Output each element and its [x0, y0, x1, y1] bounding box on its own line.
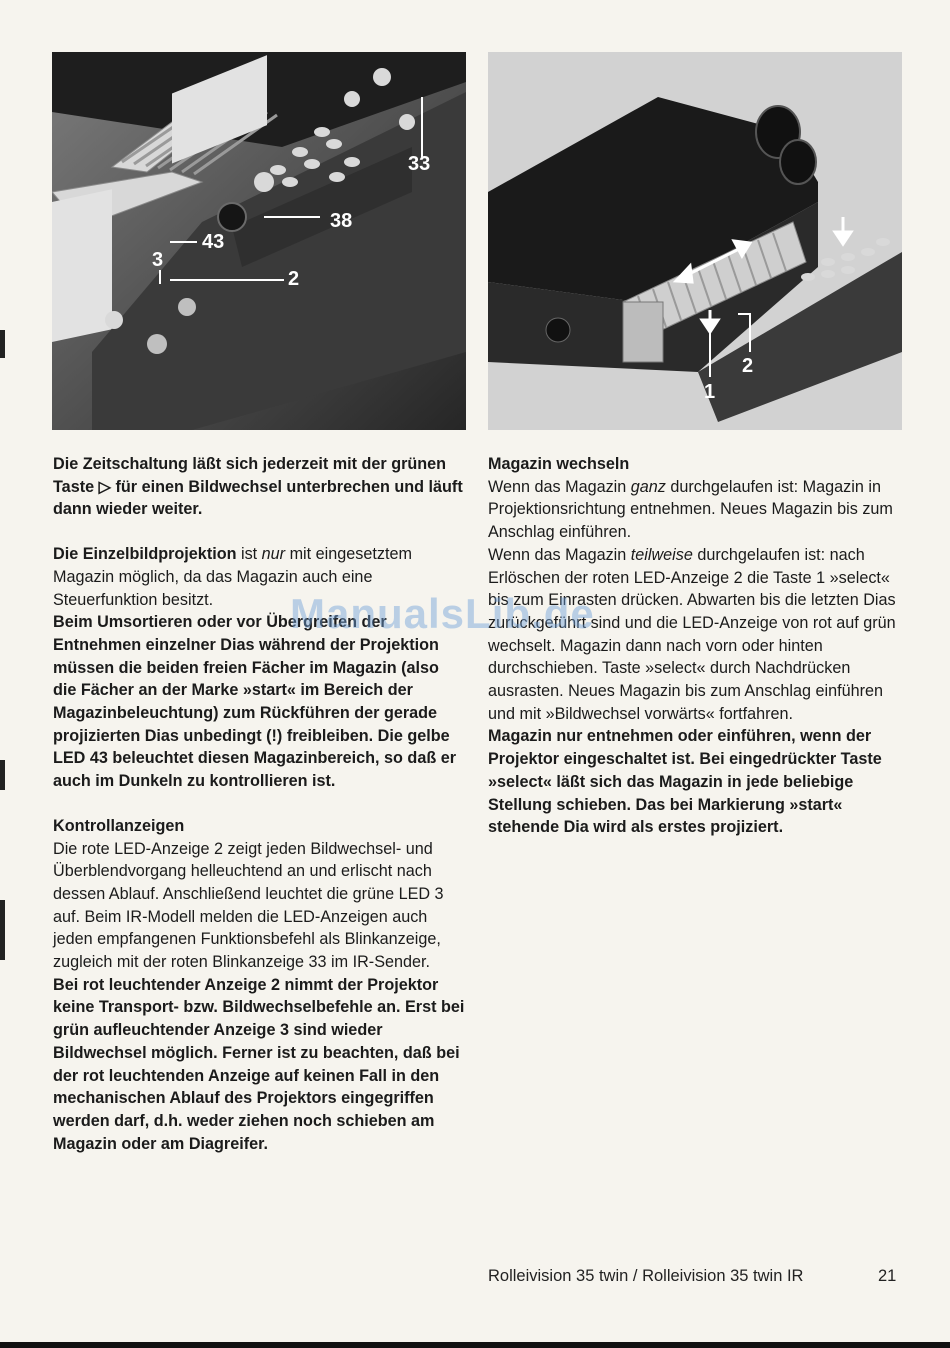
scan-edge-mark — [0, 900, 5, 960]
einzelbild-term: Die Einzelbildprojektion — [53, 545, 237, 564]
watermark: ManualsLib.de — [290, 590, 595, 637]
projector-magazine-photo — [488, 52, 902, 430]
label-1-right: 1 — [704, 381, 716, 403]
magazin-warning: Magazin nur entnehmen oder einführen, wenn der Projektor eingeschaltet ist. Bei eingedrückter Taste »select« läßt sich das Magazin in jede beliebige Stellung schieben. Das bei Markierung »start« stehende Dia wird als erstes projiziert. — [488, 727, 882, 837]
scan-edge-mark — [0, 330, 5, 358]
magazin-teilweise-rest: durchgelaufen ist: nach Erlöschen der roten LED-Anzeige 2 die Taste 1 »select« bis zum Einrasten drücken. Abwarten bis die letzten Dias zurückgeführt sind und die LED-Anzeige von rot auf grün wechselt. Magazin dann nach vorn oder hinten durchschieben. Taste »select« durch Nachdrücken ausrasten. Neues Magazin bis zum Anschlag einführen und mit »Bildwechsel vorwärts« fortfahren. — [488, 545, 896, 723]
control-panel-photo — [52, 52, 466, 430]
label-3: 3 — [152, 249, 164, 271]
label-2-right: 2 — [742, 355, 754, 377]
scan-edge-mark — [0, 760, 5, 790]
einzelbild-pre: ist — [236, 545, 262, 564]
footer-title: Rolleivision 35 twin / Rolleivision 35 twin IR — [488, 1267, 804, 1285]
magazin-teilweise-pre: Wenn das Magazin — [488, 545, 631, 564]
bottom-scan-edge — [0, 1342, 950, 1348]
magazin-ganz-pre: Wenn das Magazin — [488, 477, 631, 496]
magazin-ganz-emphasis: ganz — [630, 477, 666, 496]
page-number: 21 — [878, 1267, 897, 1285]
intro-paragraph: Die Zeitschaltung läßt sich jederzeit mit der grünen Taste ▷ für einen Bildwechsel unterbrechen und läuft dann wieder weiter. — [53, 455, 463, 519]
magazin-teilweise-emphasis: teilweise — [630, 545, 693, 564]
kontrollanzeigen-text: Die rote LED-Anzeige 2 zeigt jeden Bildwechsel- und Überblendvorgang helleuchtend an und erlischt nach dessen Ablauf. Anschließend leuchtet die grüne LED 3 auf. Beim IR-Modell melden die LED-Anzeigen auch jeden empfangenen Funktionsbefehl als Blinkanzeige, zugleich mit der roten Blinkanzeige 33 im IR-Sender. — [53, 839, 444, 972]
kontrollanzeigen-heading: Kontrollanzeigen — [53, 816, 185, 835]
einzelbild-rest: mit eingesetztem Magazin möglich, da das Magazin auch eine Steuerfunktion besitzt. — [53, 545, 412, 609]
label-33: 33 — [408, 153, 431, 175]
label-2: 2 — [288, 268, 300, 290]
umsortieren-paragraph: Beim Umsortieren oder vor Übergreifen der Entnehmen einzelner Dias während der Projektion müssen die beiden freien Fächer im Magazin (also die Fächer an der Marke »start« im Bereich der Magazinbeleuchtung) zum Rückführen der gerade projizierten Dias unbedingt (!) freibleiben. Die gelbe LED 43 beleuchtet diesen Magazinbereich, so daß er auch im Dunkeln zu kontrollieren ist. — [53, 613, 457, 791]
label-43: 43 — [202, 231, 225, 253]
einzelbild-emphasis: nur — [261, 545, 286, 564]
label-38: 38 — [330, 210, 353, 232]
magazin-ganz-paragraph — [488, 476, 903, 544]
magazin-heading: Magazin wechseln — [488, 455, 630, 473]
kontrollanzeigen-warning: Bei rot leuchtender Anzeige 2 nimmt der Projektor keine Transport- bzw. Bildwechselbefehle an. Erst bei grün aufleuchtender Anzeige 3 sind wieder Bildwechsel möglich. Ferner ist zu beachten, daß bei der rot leuchtenden Anzeige auf keinen Fall in den mechanischen Ablauf des Projektors eingegriffen werden darf, d.h. weder ziehen noch schieben am Magazin oder am Diagreifer. — [53, 975, 465, 1153]
right-column — [488, 453, 903, 839]
magazin-ganz-rest: durchgelaufen ist: Magazin in Projektionsrichtung entnehmen. Neues Magazin bis zum Anschlag einführen. — [488, 477, 893, 542]
left-column — [53, 453, 465, 1155]
